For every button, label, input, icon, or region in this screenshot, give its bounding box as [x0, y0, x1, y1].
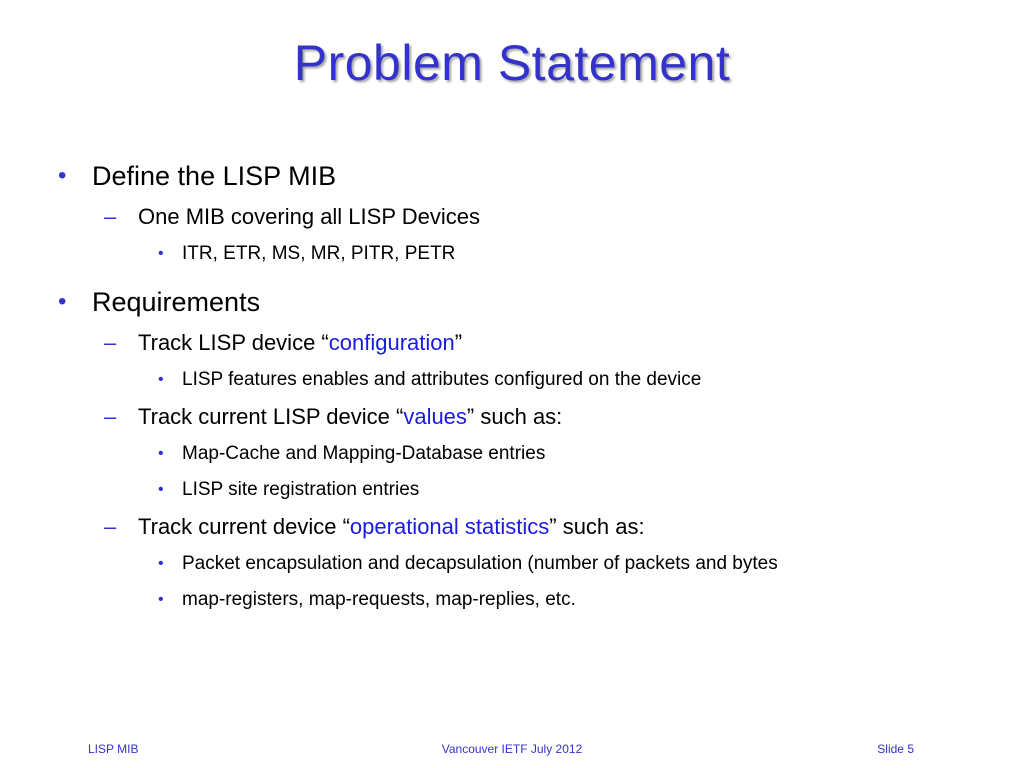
highlight-configuration: configuration — [328, 330, 455, 355]
subsubbullet-device-list — [58, 236, 978, 272]
bullet-requirements — [58, 280, 978, 324]
dash-icon: – — [104, 330, 117, 355]
bullet-icon: • — [158, 371, 164, 388]
dash-icon: – — [104, 514, 117, 539]
subsubbullet-map-messages — [58, 582, 978, 618]
bullet-icon: • — [158, 481, 164, 498]
subsubbullet-text: ITR, ETR, MS, MR, PITR, PETR — [182, 243, 456, 264]
slide-number: Slide 5 — [877, 742, 914, 756]
bullet-icon: • — [158, 555, 164, 572]
dash-icon: – — [104, 404, 117, 429]
subbullet-text-post: ” such as: — [549, 514, 645, 539]
subbullet-text-pre: Track current device “ — [138, 514, 350, 539]
subbullet-text: One MIB covering all LISP Devices — [138, 204, 480, 229]
bullet-define-lisp-mib — [58, 154, 978, 198]
bullet-icon: • — [58, 162, 67, 189]
subbullet-text-pre: Track LISP device “ — [138, 330, 329, 355]
bullet-icon: • — [158, 245, 164, 262]
subsubbullet-text: LISP site registration entries — [182, 479, 420, 500]
footer-left-text: LISP MIB — [88, 742, 139, 756]
subbullet-text-pre: Track current LISP device “ — [138, 404, 404, 429]
highlight-operational-statistics: operational statistics — [349, 514, 550, 539]
subsubbullet-lisp-features — [58, 362, 978, 398]
subbullet-text-post: ” — [454, 330, 463, 355]
bullet-icon: • — [58, 288, 67, 315]
subsubbullet-text: Map-Cache and Mapping-Database entries — [182, 443, 546, 464]
subsubbullet-site-registration — [58, 472, 978, 508]
footer-center-text: Vancouver IETF July 2012 — [441, 742, 583, 756]
subbullet-one-mib — [58, 198, 978, 236]
subsubbullet-text: Packet encapsulation and decapsulation (number of packets and bytes — [182, 553, 778, 574]
bullet-text: Define the LISP MIB — [92, 161, 337, 191]
subsubbullet-map-cache — [58, 436, 978, 472]
subbullet-track-configuration — [58, 324, 978, 362]
subbullet-track-statistics — [58, 508, 978, 546]
subsubbullet-text: LISP features enables and attributes configured on the device — [182, 369, 702, 390]
bullet-text: Requirements — [92, 287, 261, 317]
slide-title: Problem Statement — [293, 35, 731, 91]
subbullet-track-values — [58, 398, 978, 436]
subbullet-text-post: ” such as: — [466, 404, 563, 429]
slide-body — [58, 154, 978, 618]
bullet-icon: • — [158, 445, 164, 462]
subsubbullet-text: map-registers, map-requests, map-replies, etc. — [182, 589, 576, 610]
dash-icon: – — [104, 204, 117, 229]
subsubbullet-packet-encapsulation — [58, 546, 978, 582]
bullet-icon: • — [158, 591, 164, 608]
highlight-values: values — [403, 404, 467, 429]
